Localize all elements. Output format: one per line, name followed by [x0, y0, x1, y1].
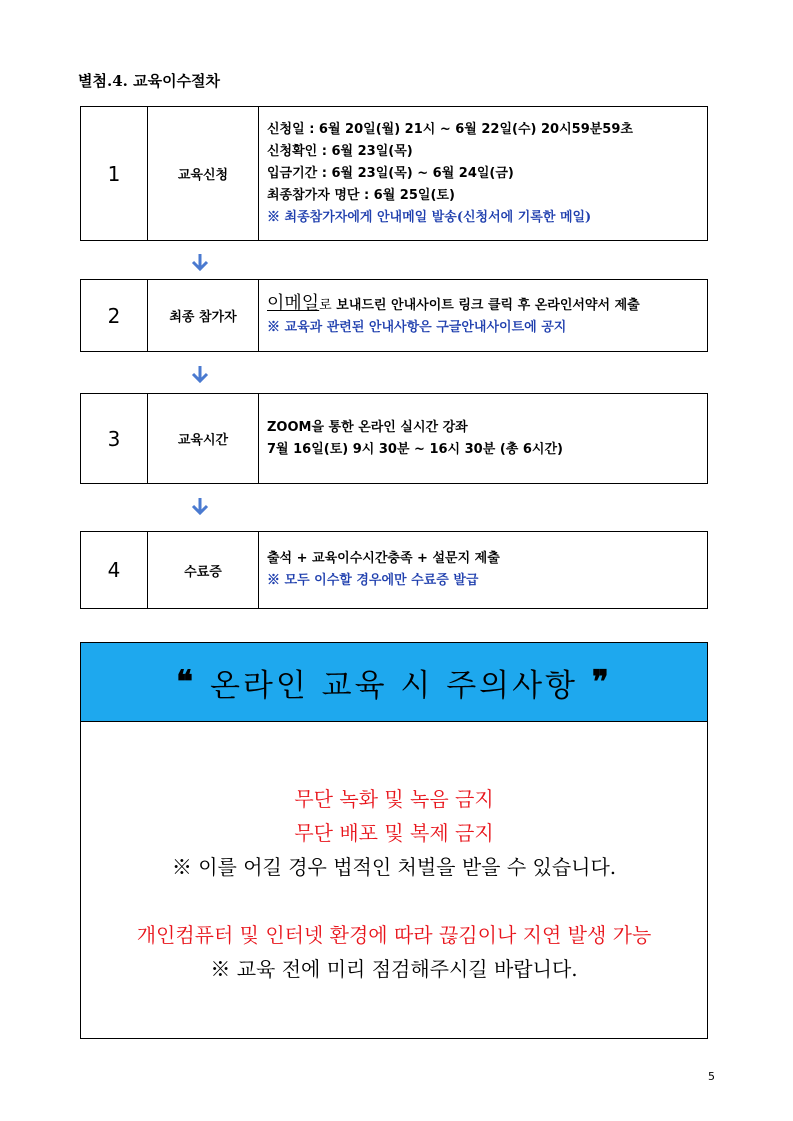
step-note: ※ 모두 이수할 경우에만 수료증 발급: [267, 573, 479, 588]
step-description: [259, 394, 707, 483]
step-description: [259, 532, 707, 608]
notice-title: 온라인 교육 시 주의사항: [209, 667, 579, 704]
desc-line-rest: 보내드린 안내사이트 링크 클릭 후 온라인서약서 제출: [331, 297, 640, 313]
step-number: 3: [81, 394, 148, 483]
page-number: 5: [708, 1070, 715, 1083]
step-1-row: [80, 106, 708, 241]
desc-line: 최종참가자 명단 : 6월 25일(토): [267, 187, 455, 203]
desc-line: ZOOM을 통한 온라인 실시간 강좌: [267, 419, 468, 435]
desc-line: [267, 293, 699, 317]
close-quote-icon: ❞: [592, 664, 612, 700]
step-description: [259, 107, 707, 240]
step-4-row: [80, 531, 708, 609]
check-advice: ※ 교육 전에 미리 점검해주시길 바랍니다.: [210, 957, 578, 981]
desc-line: 출석 + 교육이수시간충족 + 설문지 제출: [267, 551, 500, 566]
desc-line: 입금기간 : 6월 23일(목) ~ 6월 24일(금): [267, 165, 514, 181]
step-number: 2: [81, 280, 148, 351]
legal-warning: ※ 이를 어길 경우 법적인 처벌을 받을 수 있습니다.: [171, 855, 617, 879]
step-name: 수료증: [148, 532, 259, 608]
step-note: ※ 최종참가자에게 안내메일 발송(신청서에 기록한 메일): [267, 209, 592, 225]
notice-banner: [81, 643, 707, 722]
arrow-down-icon: [190, 364, 210, 384]
email-suffix: 로: [319, 297, 332, 313]
desc-line: 신청확인 : 6월 23일(목): [267, 143, 413, 159]
step-name: 교육신청: [148, 107, 259, 240]
prohibition-line: 무단 배포 및 복제 금지: [294, 821, 494, 845]
step-number: 4: [81, 532, 148, 608]
email-emphasis: 이메일: [267, 292, 320, 314]
page-heading: 별첨.4. 교육이수절차: [78, 72, 221, 90]
notice-box: [80, 642, 708, 1039]
arrow-down-icon: [190, 496, 210, 516]
step-3-row: [80, 393, 708, 484]
connection-warning: 개인컴퓨터 및 인터넷 환경에 따라 끊김이나 지연 발생 가능: [136, 923, 652, 947]
desc-line: 신청일 : 6월 20일(월) 21시 ~ 6월 22일(수) 20시59분59초: [267, 121, 633, 137]
prohibition-line: 무단 녹화 및 녹음 금지: [294, 787, 494, 811]
step-2-row: [80, 279, 708, 352]
desc-line: 7월 16일(토) 9시 30분 ~ 16시 30분 (총 6시간): [267, 441, 563, 457]
arrow-down-icon: [190, 252, 210, 272]
step-number: 1: [81, 107, 148, 240]
open-quote-icon: ❝: [176, 664, 196, 700]
step-name: 교육시간: [148, 394, 259, 483]
step-description: [259, 280, 707, 351]
notice-body: [81, 722, 707, 986]
spacer: [81, 884, 707, 918]
step-note: ※ 교육과 관련된 안내사항은 구글안내사이트에 공지: [267, 319, 567, 335]
step-name: 최종 참가자: [148, 280, 259, 351]
